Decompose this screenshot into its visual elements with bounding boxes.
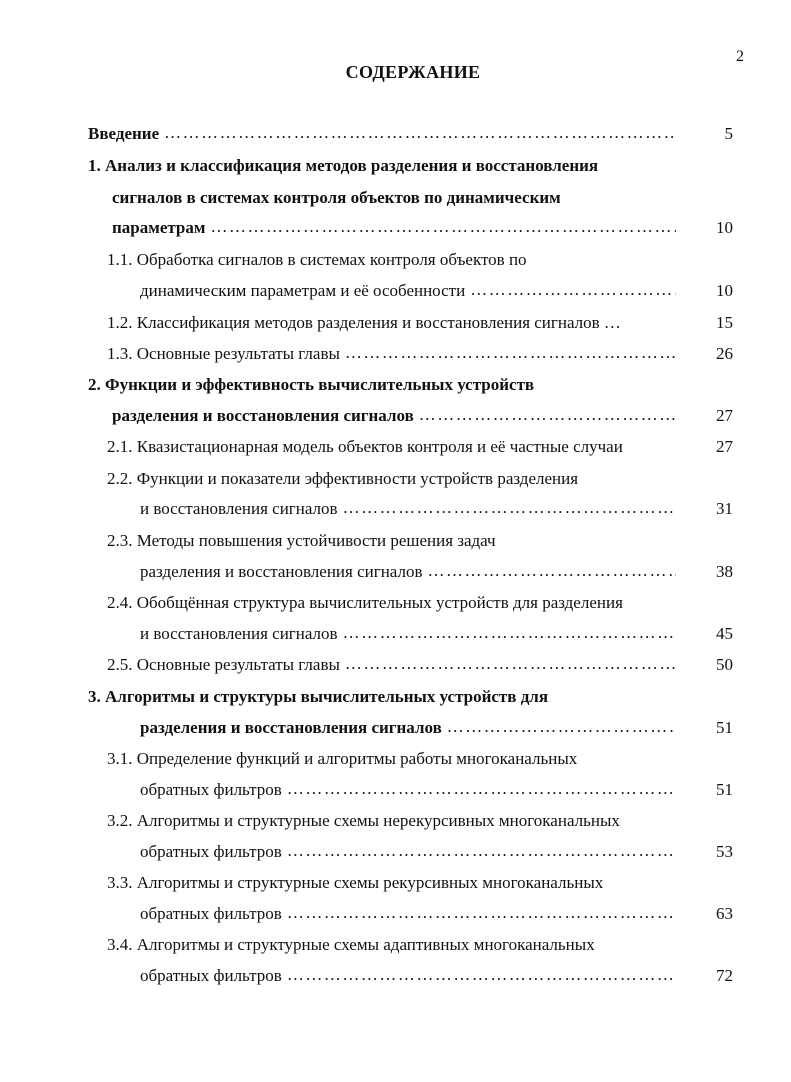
dot-leader <box>343 498 676 518</box>
toc-entry-title: обратных фильтров <box>140 904 282 923</box>
toc-page-number: 50 <box>716 655 733 674</box>
toc-section-3-3-title[interactable]: 3.3. Алгоритмы и структурные схемы рекурсивных многоканальных <box>107 873 604 892</box>
toc-entry-section-2-4[interactable] <box>140 624 680 644</box>
toc-page-number: 15 <box>716 313 733 332</box>
toc-page-number: 38 <box>716 562 733 581</box>
toc-page-number: 10 <box>716 218 733 237</box>
page-number: 2 <box>736 48 744 65</box>
toc-entry-title: обратных фильтров <box>140 842 282 861</box>
toc-section-3-1-title[interactable]: 3.1. Определение функций и алгоритмы работы многоканальных <box>107 749 578 768</box>
toc-entry-title: Введение <box>88 124 160 143</box>
toc-entry-section-2-1[interactable]: 2.1. Квазистационарная модель объектов контроля и её частные случаи <box>107 437 623 456</box>
toc-entry-title: и восстановления сигналов <box>140 624 338 643</box>
toc-entry-section-3-1[interactable] <box>140 780 680 800</box>
dot-leader <box>287 779 676 799</box>
toc-page-number: 51 <box>716 780 733 799</box>
toc-entry-section-2-5[interactable] <box>107 655 680 675</box>
toc-chapter-2-title[interactable]: 2. Функции и эффективность вычислительных устройств <box>88 375 535 394</box>
toc-entry-section-2-3[interactable] <box>140 562 680 582</box>
toc-page-number: 31 <box>716 499 733 518</box>
toc-entry-title: параметрам <box>112 218 206 237</box>
toc-entry-section-3-2[interactable] <box>140 842 680 862</box>
dot-leader <box>343 623 676 643</box>
dot-leader <box>287 841 676 861</box>
dot-leader <box>428 561 676 581</box>
dot-leader <box>447 717 676 737</box>
dot-leader <box>470 280 676 300</box>
toc-entry-title: обратных фильтров <box>140 780 282 799</box>
toc-entry-chapter-1[interactable] <box>112 218 680 238</box>
toc-section-2-4-title[interactable]: 2.4. Обобщённая структура вычислительных устройств для разделения <box>107 593 623 612</box>
toc-page-number: 45 <box>716 624 733 643</box>
toc-entry-section-2-2[interactable] <box>140 499 680 519</box>
toc-chapter-1-title-cont[interactable]: сигналов в системах контроля объектов по динамическим <box>112 188 561 207</box>
dot-leader <box>287 965 676 985</box>
toc-entry-section-1-2[interactable]: 1.2. Классификация методов разделения и восстановления сигналов … <box>107 313 621 332</box>
toc-entry-section-3-3[interactable] <box>140 904 680 924</box>
toc-chapter-3-title[interactable]: 3. Алгоритмы и структуры вычислительных устройств для <box>88 687 549 706</box>
toc-section-2-3-title[interactable]: 2.3. Методы повышения устойчивости решения задач <box>107 531 496 550</box>
toc-entry-title: обратных фильтров <box>140 966 282 985</box>
toc-page-number: 10 <box>716 281 733 300</box>
toc-section-2-2-title[interactable]: 2.2. Функции и показатели эффективности устройств разделения <box>107 469 579 488</box>
toc-section-1-1-title[interactable]: 1.1. Обработка сигналов в системах контроля объектов по <box>107 250 527 269</box>
dot-leader <box>345 654 676 674</box>
toc-entry-title: разделения и восстановления сигналов <box>140 718 442 737</box>
dot-leader <box>345 343 676 363</box>
toc-entry-section-1-3[interactable] <box>107 344 680 364</box>
dot-leader <box>210 217 676 237</box>
toc-entry-section-1-1[interactable] <box>140 281 680 301</box>
toc-entry-chapter-2[interactable] <box>112 406 680 426</box>
toc-page-number: 27 <box>716 437 733 456</box>
toc-page-number: 63 <box>716 904 733 923</box>
toc-entry-title: 2.5. Основные результаты главы <box>107 655 340 674</box>
dot-leader <box>419 405 676 425</box>
toc-entry-title: разделения и восстановления сигналов <box>140 562 423 581</box>
toc-page-number: 26 <box>716 344 733 363</box>
toc-page-number: 27 <box>716 406 733 425</box>
toc-page-number: 53 <box>716 842 733 861</box>
toc-page-number: 72 <box>716 966 733 985</box>
toc-entry-section-3-4[interactable] <box>140 966 680 986</box>
toc-section-3-4-title[interactable]: 3.4. Алгоритмы и структурные схемы адаптивных многоканальных <box>107 935 595 954</box>
toc-page-number: 5 <box>724 124 733 143</box>
toc-entry-title: разделения и восстановления сигналов <box>112 406 414 425</box>
toc-section-3-2-title[interactable]: 3.2. Алгоритмы и структурные схемы нерекурсивных многоканальных <box>107 811 620 830</box>
toc-entry-title: динамическим параметрам и её особенности <box>140 281 466 300</box>
toc-entry-title: 1.3. Основные результаты главы <box>107 344 340 363</box>
dot-leader <box>164 123 676 143</box>
dot-leader <box>287 903 676 923</box>
page-title: СОДЕРЖАНИЕ <box>345 62 481 82</box>
toc-entry-intro[interactable] <box>88 124 680 144</box>
toc-entry-chapter-3[interactable] <box>140 718 680 738</box>
toc-page-number: 51 <box>716 718 733 737</box>
toc-entry-title: и восстановления сигналов <box>140 499 338 518</box>
toc-chapter-1-title[interactable]: 1. Анализ и классификация методов разделения и восстановления <box>88 156 599 175</box>
